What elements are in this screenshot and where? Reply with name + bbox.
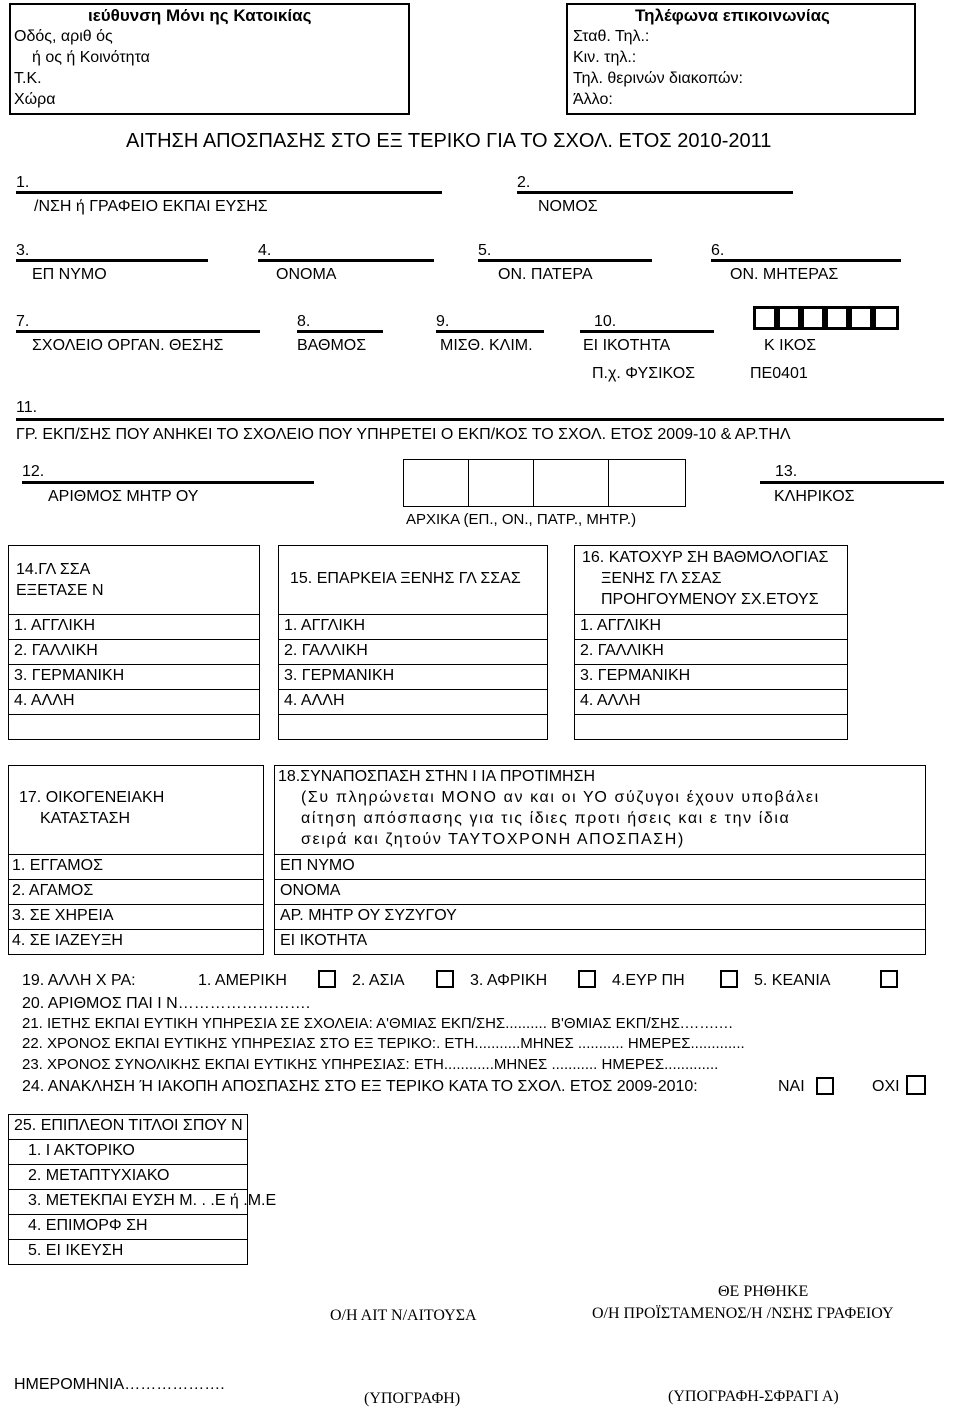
lang-proficiency-title: 15. ΕΠΑΡΚΕΙΑ ΞΕΝΗΣ ΓΛ ΣΣΑΣ: [290, 570, 521, 587]
spouse-note-3: σειρά και ζητούν ΤΑΥΤΟΧΡΟΝΗ ΑΠΟΣΠΑΣΗ): [301, 831, 685, 848]
field-5-number: 5.: [478, 242, 492, 259]
spouse-specialty: ΕΙ ΙΚΟΤΗΤΑ: [280, 932, 368, 949]
field-5-label: ΟΝ. ΠΑΤΕΡΑ: [498, 266, 593, 283]
field-20[interactable]: 20. ΑΡΙΘΜΟΣ ΠΑΙ Ι Ν…………………….: [22, 995, 311, 1012]
spouse-row-specialty[interactable]: [274, 929, 926, 955]
field-9-line[interactable]: [436, 330, 544, 333]
field-4-label: ΟΝΟΜΑ: [276, 266, 337, 283]
field-10-number: 10.: [594, 313, 617, 330]
field-2-label: ΝΟΜΟΣ: [538, 198, 598, 215]
specialty-example: Π.χ. ΦΥΣΙΚΟΣ: [592, 365, 696, 382]
field-2-number: 2.: [517, 174, 531, 191]
field-1-number: 1.: [16, 174, 30, 191]
phone-landline-label[interactable]: Σταθ. Τηλ.:: [573, 28, 650, 45]
field-13-line[interactable]: [760, 481, 944, 484]
field-12-label: ΑΡΙΘΜΟΣ ΜΗΤΡ ΟΥ: [48, 488, 199, 505]
country-europe-label: 4.ΕΥΡ ΠΗ: [612, 972, 685, 989]
field-23[interactable]: 23. ΧΡΟΝΟΣ ΣΥΝΟΛΙΚΗΣ ΕΚΠΑΙ ΕΥΤΙΚΗΣ ΥΠΗΡΕΣΙΑΣ: ΕΤΗ............ΜΗΝΕΣ ........... ΗΜΕΡΕΣ.............: [22, 1056, 719, 1073]
field-7-number: 7.: [16, 313, 30, 330]
country-africa-checkbox[interactable]: [578, 970, 596, 988]
page-title: ΑΙΤΗΣΗ ΑΠΟΣΠΑΣΗΣ ΣΤΟ ΕΞ ΤΕΡΙΚΟ ΓΙΑ ΤΟ ΣΧΟΛ. ΕΤΟΣ 2010-2011: [126, 130, 772, 152]
field-21[interactable]: 21. ΙΕΤΗΣ ΕΚΠΑΙ ΕΥΤΙΚΗ ΥΠΗΡΕΣΙΑ ΣΕ ΣΧΟΛΕΙΑ: Α'ΘΜΙΑΣ ΕΚΠ/ΣΗΣ.......... Β'ΘΜΙΑΣ ΕΚΠ/ΣΗΣ.…….…: [22, 1015, 734, 1032]
lang-prof-other: 4. ΑΛΛΗ: [284, 692, 345, 709]
head-of-office-label: Ο/Η ΠΡΟΪΣΤΑΜΕΝΟΣ/Η /ΝΣΗΣ ΓΡΑΦΕΙΟΥ: [592, 1305, 894, 1322]
recall-yes-checkbox[interactable]: [816, 1077, 834, 1095]
field-4-number: 4.: [258, 242, 272, 259]
country-america-checkbox[interactable]: [318, 970, 336, 988]
lang-prof-row-blank[interactable]: [278, 714, 548, 740]
lang-exam-title-1: 14.ΓΛ ΣΣΑ: [16, 561, 91, 578]
date-field[interactable]: ΗΜΕΡΟΜΗΝΙΑ……………….: [14, 1376, 225, 1393]
marital-status-title-1: 17. ΟΙΚΟΓΕΝΕΙΑΚΗ: [19, 789, 165, 806]
field-11-label: ΓΡ. ΕΚΠ/ΣΗΣ ΠΟΥ ΑΝΗΚΕΙ ΤΟ ΣΧΟΛΕΙΟ ΠΟΥ ΥΠΗΡΕΤΕΙ Ο ΕΚΠ/ΚΟΣ ΤΟ ΣΧΟΛ. ΕΤΟΣ 2009-10 & ΑΡ.ΤΗΛ: [16, 426, 791, 443]
specialty-example-code: ΠΕ0401: [750, 365, 808, 382]
degree-phd: 1. Ι ΑΚΤΟΡΙΚΟ: [28, 1142, 135, 1159]
initials-boxes[interactable]: [403, 459, 686, 507]
lang-exam-header: [8, 545, 260, 615]
spouse-row-surname[interactable]: [274, 854, 926, 880]
lang-grade-row-blank[interactable]: [574, 714, 848, 740]
field-13-label: ΚΛΗΡΙΚΟΣ: [774, 488, 855, 505]
address-postcode-label[interactable]: Τ.Κ.: [14, 70, 42, 87]
field-13-number: 13.: [775, 463, 798, 480]
spouse-note-2: αίτηση απόσπασης για τις ίδιες προτι ήσεις και ε την ίδια: [301, 810, 791, 827]
specialty-code-cell[interactable]: [753, 306, 777, 330]
field-7-label: ΣΧΟΛΕΙΟ ΟΡΓΑΝ. ΘΕΣΗΣ: [32, 337, 224, 354]
phone-mobile-label[interactable]: Κιν. τηλ.:: [573, 49, 637, 66]
lang-prof-french: 2. ΓΑΛΛΙΚΗ: [284, 642, 368, 659]
marital-widowed: 3. ΣΕ ΧΗΡΕΙΑ: [12, 907, 114, 924]
lang-exam-row-blank[interactable]: [8, 714, 260, 740]
country-asia-label: 2. ΑΣΙΑ: [352, 972, 405, 989]
lang-exam-title-2: ΕΞΕΤΑΣΕ Ν: [16, 582, 104, 599]
degree-masters: 2. ΜΕΤΑΠΤΥΧΙΑΚΟ: [28, 1167, 170, 1184]
lang-grade-french: 2. ΓΑΛΛΙΚΗ: [580, 642, 664, 659]
approved-label: ΘΕ ΡΗΘΗΚΕ: [718, 1283, 809, 1300]
field-8-number: 8.: [297, 313, 311, 330]
lang-exam-german: 3. ΓΕΡΜΑΝΙΚΗ: [14, 667, 125, 684]
lang-grade-title-3: ΠΡΟΗΓΟΥΜΕΝΟΥ ΣΧ.ΕΤΟΥΣ: [601, 591, 819, 608]
address-street-label[interactable]: Οδός, αριθ ός: [14, 28, 113, 45]
address-municipality-label[interactable]: ή ος ή Κοινότητα: [32, 49, 150, 66]
field-4-line[interactable]: [258, 259, 434, 262]
field-3-line[interactable]: [16, 259, 208, 262]
address-country-label[interactable]: Χώρα: [14, 91, 56, 108]
field-1-label: /ΝΣΗ ή ΓΡΑΦΕΙΟ ΕΚΠΑΙ ΕΥΣΗΣ: [34, 198, 268, 215]
spouse-surname: ΕΠ ΝΥΜΟ: [280, 857, 355, 874]
marital-single: 2. ΑΓΑΜΟΣ: [12, 882, 94, 899]
field-12-number: 12.: [22, 463, 45, 480]
phone-other-label[interactable]: Άλλο:: [573, 91, 613, 108]
field-3-number: 3.: [16, 242, 30, 259]
degrees-title: 25. ΕΠΙΠΛΕΟΝ ΤΙΤΛΟΙ ΣΠΟΥ Ν: [14, 1117, 243, 1134]
initial-box-surname[interactable]: [403, 459, 469, 507]
specialty-code-label: Κ ΙΚΟΣ: [764, 337, 817, 354]
field-10-label: ΕΙ ΙΚΟΤΗΤΑ: [583, 337, 671, 354]
field-11-number: 11.: [16, 399, 38, 416]
spouse-row-name[interactable]: [274, 879, 926, 905]
lang-exam-english: 1. ΑΓΓΛΙΚΗ: [14, 617, 96, 634]
marital-divorced: 4. ΣΕ ΙΑΖΕΥΞΗ: [12, 932, 123, 949]
specialty-code-cell[interactable]: [873, 306, 899, 330]
recall-no-label: ΟΧΙ: [872, 1078, 900, 1095]
country-oceania-checkbox[interactable]: [880, 970, 898, 988]
initial-box-mother[interactable]: [608, 459, 686, 507]
specialty-code-boxes[interactable]: [753, 306, 899, 330]
field-2-line[interactable]: [517, 191, 793, 194]
phone-box-title: Τηλέφωνα επικοινωνίας: [635, 6, 830, 25]
field-10-line[interactable]: [580, 330, 714, 333]
lang-grade-other: 4. ΑΛΛΗ: [580, 692, 641, 709]
field-8-line[interactable]: [297, 330, 383, 333]
field-6-label: ΟΝ. ΜΗΤΕΡΑΣ: [730, 266, 839, 283]
lang-grade-english: 1. ΑΓΓΛΙΚΗ: [580, 617, 662, 634]
address-box-title: ιεύθυνση Μόνι ης Κατοικίας: [88, 6, 312, 25]
head-signature-stamp-label[interactable]: (ΥΠΟΓΡΑΦΗ-ΣΦΡΑΓΙ Α): [668, 1388, 839, 1405]
phone-summer-label[interactable]: Τηλ. θερινών διακοπών:: [573, 70, 743, 87]
country-america-label: 1. ΑΜΕΡΙΚΗ: [198, 972, 287, 989]
field-1-line[interactable]: [16, 191, 442, 194]
degree-specialization: 5. ΕΙ ΙΚΕΥΣΗ: [28, 1242, 124, 1259]
field-11-line[interactable]: [16, 418, 944, 421]
field-7-line[interactable]: [16, 330, 260, 333]
field-9-label: ΜΙΣΘ. ΚΛΙΜ.: [440, 337, 533, 354]
field-19-label: 19. ΑΛΛΗ Χ ΡΑ:: [22, 972, 136, 989]
marital-married: 1. ΕΓΓΑΜΟΣ: [12, 857, 103, 874]
country-asia-checkbox[interactable]: [436, 970, 454, 988]
recall-yes-label: ΝΑΙ: [778, 1078, 805, 1095]
field-6-number: 6.: [711, 242, 725, 259]
initial-box-father[interactable]: [533, 459, 609, 507]
specialty-code-cell[interactable]: [777, 306, 801, 330]
country-oceania-label: 5. ΚΕΑΝΙΑ: [754, 972, 831, 989]
field-6-line[interactable]: [711, 259, 901, 262]
country-africa-label: 3. ΑΦΡΙΚΗ: [470, 972, 548, 989]
lang-grade-german: 3. ΓΕΡΜΑΝΙΚΗ: [580, 667, 691, 684]
spouse-name: ΟΝΟΜΑ: [280, 882, 341, 899]
recall-no-checkbox[interactable]: [906, 1075, 926, 1095]
lang-exam-other: 4. ΑΛΛΗ: [14, 692, 75, 709]
lang-grade-title-1: 16. ΚΑΤΟΧΥΡ ΣΗ ΒΑΘΜΟΛΟΓΙΑΣ: [582, 549, 829, 566]
spouse-note-1: (Συ πληρώνεται ΜΟΝΟ αν και οι ΥΟ σύζυγοι έχουν υποβάλει: [301, 789, 820, 806]
applicant-signature-label[interactable]: (ΥΠΟΓΡΑΦΗ): [364, 1390, 461, 1407]
spouse-title: 18.ΣΥΝΑΠΟΣΠΑΣΗ ΣΤΗΝ Ι ΙΑ ΠΡΟΤΙΜΗΣΗ: [278, 768, 596, 785]
field-8-label: ΒΑΘΜΟΣ: [297, 337, 367, 354]
specialty-code-cell[interactable]: [849, 306, 873, 330]
lang-prof-german: 3. ΓΕΡΜΑΝΙΚΗ: [284, 667, 395, 684]
marital-status-title-2: ΚΑΤΑΣΤΑΣΗ: [40, 810, 131, 827]
lang-exam-french: 2. ΓΑΛΛΙΚΗ: [14, 642, 98, 659]
specialty-code-cell[interactable]: [801, 306, 825, 330]
initials-label: ΑΡΧΙΚΑ (ΕΠ., ΟΝ., ΠΑΤΡ., ΜΗΤΡ.): [406, 511, 637, 528]
field-9-number: 9.: [436, 313, 450, 330]
lang-prof-english: 1. ΑΓΓΛΙΚΗ: [284, 617, 366, 634]
lang-grade-title-2: ΞΕΝΗΣ ΓΛ ΣΣΑΣ: [601, 570, 722, 587]
initial-box-name[interactable]: [468, 459, 534, 507]
field-3-label: ΕΠ ΝΥΜΟ: [32, 266, 107, 283]
degree-further-training: 3. ΜΕΤΕΚΠΑΙ ΕΥΣΗ Μ. . .Ε ή .Μ.Ε: [28, 1192, 277, 1209]
degree-upskilling: 4. ΕΠΙΜΟΡΦ ΣΗ: [28, 1217, 148, 1234]
specialty-code-cell[interactable]: [825, 306, 849, 330]
applicant-label: Ο/Η ΑΙΤ Ν/ΑΙΤΟΥΣΑ: [330, 1307, 477, 1324]
spouse-reg-number: ΑΡ. ΜΗΤΡ ΟΥ ΣΥΖΥΓΟΥ: [280, 907, 457, 924]
field-22[interactable]: 22. ΧΡΟΝΟΣ ΕΚΠΑΙ ΕΥΤΙΚΗΣ ΥΠΗΡΕΣΙΑΣ ΣΤΟ ΕΞ ΤΕΡΙΚΟ:. ΕΤΗ...........ΜΗΝΕΣ ........... ΗΜΕΡΕΣ.............: [22, 1035, 745, 1052]
field-5-line[interactable]: [478, 259, 652, 262]
field-24-label: 24. ΑΝΑΚΛΗΣΗ Ή ΙΑΚΟΠΗ ΑΠΟΣΠΑΣΗΣ ΣΤΟ ΕΞ ΤΕΡΙΚΟ ΚΑΤΑ ΤΟ ΣΧΟΛ. ΕΤΟΣ 2009-2010:: [22, 1078, 698, 1095]
country-europe-checkbox[interactable]: [720, 970, 738, 988]
field-12-line[interactable]: [22, 481, 314, 484]
